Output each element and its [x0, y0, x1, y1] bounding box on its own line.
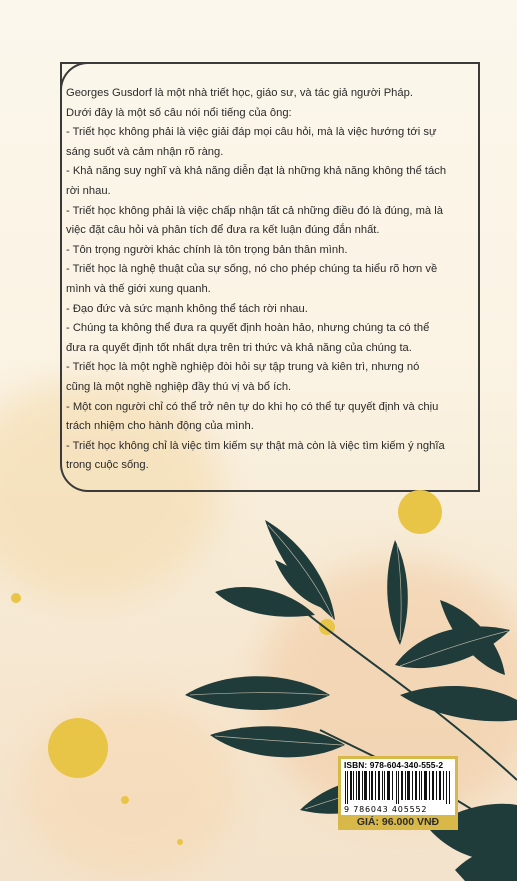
text-line: mình và thế giới xung quanh. [66, 282, 211, 295]
text-line: đưa ra quyết định tốt nhất dựa trên tri thức và khả năng của chúng ta. [66, 341, 412, 354]
barcode-icon [345, 771, 451, 804]
text-line: - Triết học là một nghề nghiệp đòi hỏi sự tập trung và kiên trì, nhưng nó [66, 361, 420, 374]
text-line: trong cuộc sống. [66, 459, 149, 472]
text-line: - Khả năng suy nghĩ và khả năng diễn đạt là những khả năng không thể tách [66, 165, 447, 178]
text-line: - Tôn trọng người khác chính là tôn trọng bản thân mình. [66, 243, 348, 256]
text-line: cũng là một nghề nghiệp đầy thú vị và bổ ích. [66, 380, 292, 393]
leaf [400, 686, 517, 721]
barcode-digits: 9 786043 405552 [344, 805, 428, 814]
price-label: GIÁ: 96.000 VNĐ [356, 816, 440, 828]
text-line: - Đạo đức và sức mạnh không thể tách rời nhau. [66, 302, 308, 315]
leaf [210, 726, 345, 757]
gold-dot [121, 796, 129, 804]
text-line: việc đặt câu hỏi và phân tích để đưa ra kết luận đúng đắn nhất. [66, 224, 380, 237]
text-line: - Triết học không chỉ là việc tìm kiếm sự thật mà còn là việc tìm kiếm ý nghĩa [66, 439, 445, 452]
text-line: Dưới đây là một số câu nói nổi tiếng của ông: [66, 106, 292, 119]
text-line: trách nhiệm cho hành động của mình. [66, 420, 254, 433]
leaf [387, 540, 408, 645]
text-line: Georges Gusdorf là một nhà triết học, giáo sư, và tác giả người Pháp. [66, 87, 413, 99]
leaf [185, 676, 330, 710]
quotes-text [66, 84, 458, 476]
gold-dot [48, 718, 108, 778]
isbn-text: ISBN: 978-604-340-555-2 [344, 760, 444, 770]
barcode-label [338, 756, 458, 830]
text-line: - Một con người chỉ có thể trở nên tự do khi họ có thể tự quyết định và chịu [66, 400, 439, 413]
text-line: sáng suốt và cảm nhận rõ ràng. [66, 145, 224, 158]
text-line: - Chúng ta không thể đưa ra quyết định hoàn hảo, nhưng chúng ta có thể [66, 322, 430, 335]
text-line: - Triết học không phải là việc chấp nhận tất cả những điều đó là đúng, mà là [66, 204, 443, 217]
text-line: - Triết học là nghệ thuật của sự sống, nó cho phép chúng ta hiểu rõ hơn về [66, 263, 438, 276]
gold-dot [11, 593, 21, 603]
gold-dot [177, 839, 183, 845]
barcode-panel [341, 759, 455, 815]
gold-dot [398, 490, 442, 534]
text-line: - Triết học không phải là việc giải đáp mọi câu hỏi, mà là việc hướng tới sự [66, 126, 437, 139]
text-line: rời nhau. [66, 184, 111, 197]
